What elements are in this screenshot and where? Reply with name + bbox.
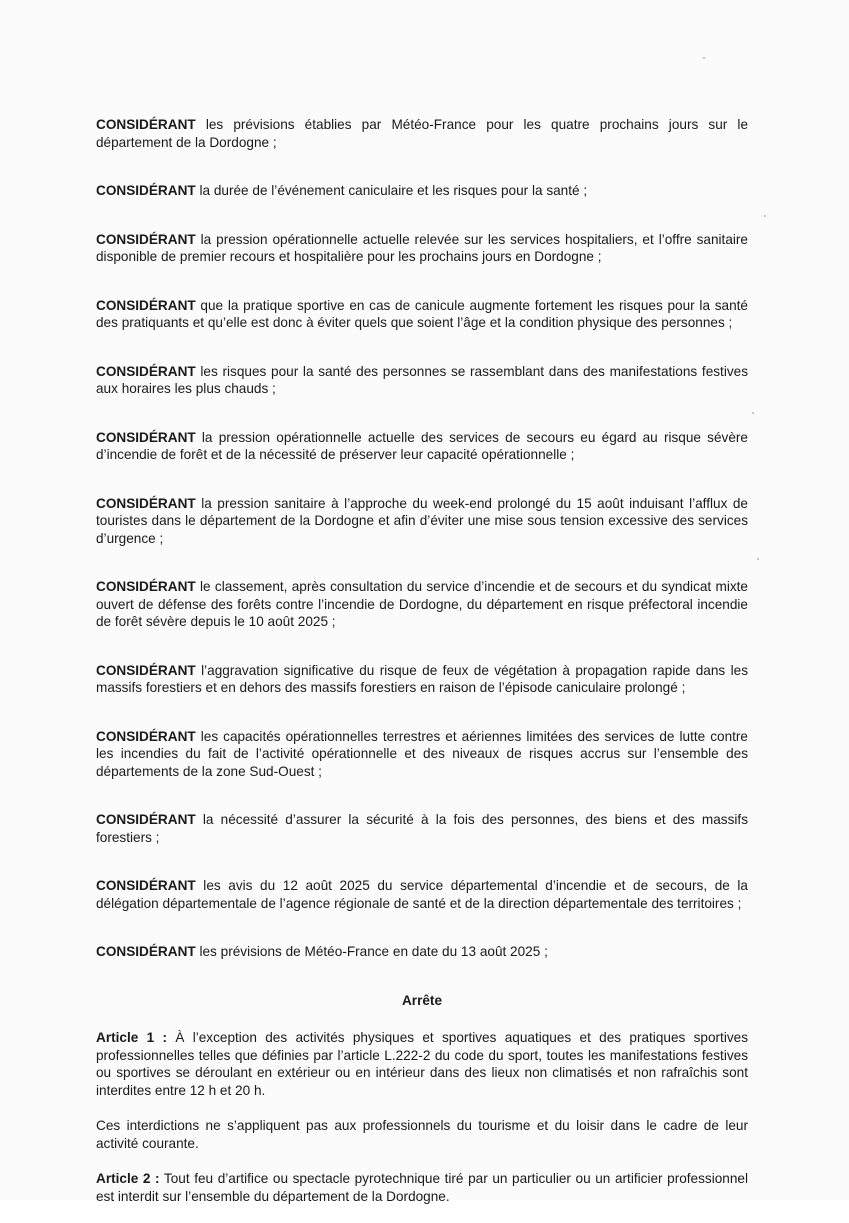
considerant-keyword: CONSIDÉRANT	[96, 363, 196, 379]
considerant-paragraph	[96, 578, 748, 631]
considerant-paragraph	[96, 662, 748, 697]
considerant-keyword: CONSIDÉRANT	[96, 183, 196, 198]
considerant-text: la nécessité d’assurer la sécurité à la fois des personnes, des biens et des massifs forestiers ;	[96, 812, 748, 845]
considerant-keyword: CONSIDÉRANT	[96, 429, 196, 445]
considerant-text: la pression sanitaire à l’approche du week-end prolongé du 15 août induisant l’afflux de touristes dans le département de la Dordogne et afin d’éviter une mise sous tension excessive des services d’urgence ;	[96, 495, 748, 546]
considerant-keyword: CONSIDÉRANT	[96, 495, 196, 511]
considerant-keyword: CONSIDÉRANT	[96, 728, 196, 744]
document-body	[96, 116, 748, 1223]
article-label: Article 1 :	[96, 1030, 168, 1045]
considerant-text: la durée de l’événement caniculaire et les risques pour la santé ;	[195, 183, 588, 198]
considerant-text: les capacités opérationnelles terrestres et aériennes limitées des services de lutte contre les incendies du fait de l’activité opérationnelle et des niveaux de risques accrus sur l’ensemble des départements de la zone Sud-Ouest ;	[96, 728, 748, 779]
section-heading: Arrête	[401, 992, 443, 1008]
scan-speck	[764, 215, 766, 217]
article-label: Article 2 :	[96, 1171, 160, 1186]
considerant-paragraph	[96, 429, 748, 464]
considerant-paragraph	[96, 182, 748, 200]
article-1	[96, 1029, 748, 1099]
considerant-keyword: CONSIDÉRANT	[96, 117, 196, 132]
considerant-text: les avis du 12 août 2025 du service départemental d’incendie et de secours, de la délégation départementale de l’agence régionale de santé et de la direction départementale des territoires ;	[96, 878, 748, 911]
considerant-keyword: CONSIDÉRANT	[96, 297, 196, 313]
considerant-keyword: CONSIDÉRANT	[96, 878, 196, 893]
considerant-text: les risques pour la santé des personnes se rassemblant dans des manifestations festives aux horaires les plus chauds ;	[96, 363, 748, 396]
considerant-paragraph	[96, 495, 748, 548]
considerant-keyword: CONSIDÉRANT	[96, 579, 196, 594]
considerant-paragraph	[96, 811, 748, 846]
scan-speck	[757, 558, 759, 560]
considerant-paragraph	[96, 231, 748, 266]
scan-speck	[703, 57, 705, 59]
article-1-note: Ces interdictions ne s’appliquent pas aux professionnels du tourisme et du loisir dans le cadre de leur activité courante.	[96, 1118, 748, 1151]
considerant-keyword: CONSIDÉRANT	[96, 812, 196, 827]
considerant-paragraph	[96, 297, 748, 332]
considerant-paragraph	[96, 728, 748, 781]
considerant-paragraph	[96, 943, 748, 961]
considerant-text: la pression opérationnelle actuelle des services de secours eu égard au risque sévère d’incendie de forêt et de la nécessité de préserver leur capacité opérationnelle ;	[96, 429, 748, 462]
article-text: À l’exception des activités physiques et sportives aquatiques et des pratiques sportives professionnelles telles que définies par l’article L.222-2 du code du sport, toutes les manifestations festives ou sportives se déroulant en extérieur ou en intérieur dans des lieux non climatisés et non rafraîchis sont interdites entre 12 h et 20 h.	[96, 1030, 749, 1098]
scan-speck	[752, 412, 754, 414]
considerant-paragraph	[96, 116, 748, 151]
considerant-text: les prévisions de Météo-France en date du 13 août 2025 ;	[195, 944, 548, 959]
considerant-paragraph	[96, 877, 748, 912]
considerant-text: le classement, après consultation du service d’incendie et de secours et du syndicat mixte ouvert de défense des forêts contre l’incendie de Dordogne, du département en risque préfectoral incendie de forêt sévère depuis le 10 août 2025 ;	[96, 579, 748, 629]
considerant-keyword: CONSIDÉRANT	[96, 231, 196, 247]
considerant-text: que la pratique sportive en cas de canicule augmente fortement les risques pour la santé des pratiquants et qu’elle est donc à éviter quels que soient l’âge et la condition physique des personnes ;	[96, 297, 748, 330]
article-text: Tout feu d’artifice ou spectacle pyrotechnique tiré par un particulier ou un artificier professionnel est interdit sur l’ensemble du département de la Dordogne.	[96, 1171, 748, 1204]
considerant-text: les prévisions établies par Météo-France pour les quatre prochains jours sur le département de la Dordogne ;	[96, 117, 748, 150]
considerant-keyword: CONSIDÉRANT	[96, 944, 196, 959]
considerant-paragraph	[96, 363, 748, 398]
considerant-text: la pression opérationnelle actuelle relevée sur les services hospitaliers, et l’offre sanitaire disponible de premier recours et hospitalière pour les prochains jours en Dordogne ;	[96, 231, 748, 264]
considerant-keyword: CONSIDÉRANT	[96, 662, 196, 678]
considerant-text: l’aggravation significative du risque de feux de végétation à propagation rapide dans les massifs forestiers et en dehors des massifs forestiers en raison de l’épisode caniculaire prolongé ;	[96, 662, 748, 695]
